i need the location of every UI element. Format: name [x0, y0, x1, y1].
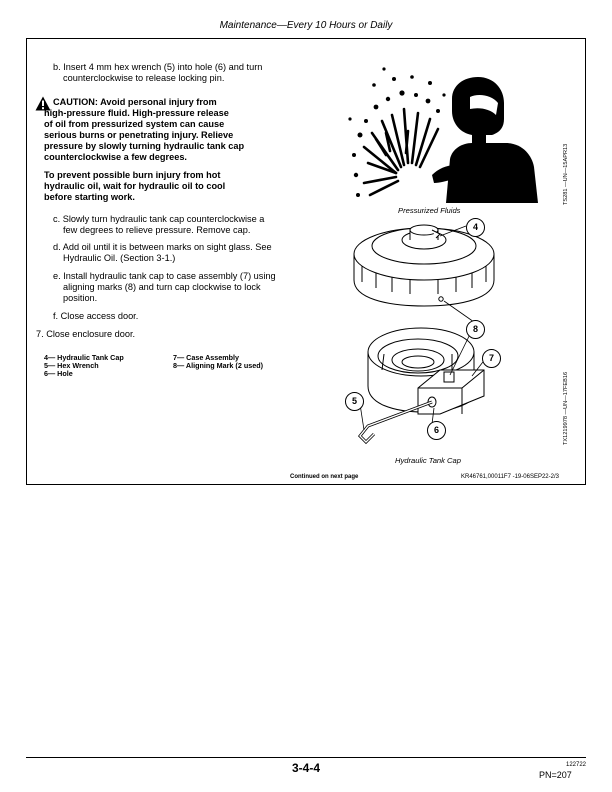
step-d-cont: Hydraulic Oil. (Section 3-1.)	[63, 253, 176, 263]
pressurized-fluids-illustration	[346, 55, 542, 203]
step-e: e. Install hydraulic tank cap to case assembly (7) using	[53, 271, 276, 281]
content-box-left	[26, 38, 27, 485]
step-c-cont: few degrees to relieve pressure. Remove cap.	[63, 225, 251, 235]
caution-burn-line-2: hydraulic oil, wait for hydraulic oil to cool	[44, 181, 226, 191]
step-b: b. Insert 4 mm hex wrench (5) into hole (6) and turn	[53, 62, 263, 72]
legend-item-8: 8— Aligning Mark (2 used)	[173, 361, 263, 370]
header-rule	[26, 38, 586, 39]
footer-small-code: 122722	[566, 762, 587, 768]
step-c: c. Slowly turn hydraulic tank cap counterclockwise a	[53, 214, 265, 224]
caution-line-5: pressure by slowly turning hydraulic tank cap	[44, 141, 245, 151]
hydraulic-tank-cap-caption: Hydraulic Tank Cap	[395, 456, 461, 465]
page-header-title: Maintenance—Every 10 Hours or Daily	[219, 20, 393, 31]
step-f: f. Close access door.	[53, 311, 139, 321]
page-number: 3-4-4	[291, 761, 320, 775]
callout-5: 5	[345, 392, 364, 411]
document-reference: KR46761,00011F7 -19-06SEP22-2/3	[461, 474, 559, 480]
legend-item-5: 5— Hex Wrench	[44, 361, 99, 370]
legend-item-6: 6— Hole	[44, 369, 73, 378]
step-b-cont: counterclockwise to release locking pin.	[63, 73, 225, 83]
callout-8: 8	[466, 320, 485, 339]
caution-line-4: serious burns or penetrating injury. Relieve	[44, 130, 234, 140]
caution-burn-line-1: To prevent possible burn injury from hot	[44, 170, 221, 180]
pressurized-fluids-figure-code: TS281 —UN—15APR13	[563, 143, 569, 205]
caution-line-2: high-pressure fluid. High-pressure release	[44, 108, 229, 118]
caution-line-1: CAUTION: Avoid personal injury from	[53, 97, 217, 107]
legend-item-7: 7— Case Assembly	[173, 353, 240, 362]
footer-pn: PN=207	[539, 770, 572, 780]
step-d: d. Add oil until it is between marks on sight glass. See	[53, 242, 272, 252]
content-box-bottom	[26, 484, 586, 485]
step-e-cont-1: aligning marks (8) and turn cap clockwise to lock	[63, 282, 261, 292]
footer-rule	[26, 757, 586, 758]
hydraulic-tank-cap-figure-code: TX1219978 —UN—17FEB16	[563, 371, 569, 445]
content-box-right	[585, 38, 586, 485]
callout-6: 6	[427, 421, 446, 440]
caution-burn-line-3: before starting work.	[44, 192, 135, 202]
step-7: 7. Close enclosure door.	[36, 329, 136, 339]
caution-line-6: counterclockwise a few degrees.	[44, 152, 187, 162]
callout-4: 4	[466, 218, 485, 237]
step-e-cont-2: position.	[63, 293, 98, 303]
legend-item-4: 4— Hydraulic Tank Cap	[44, 353, 124, 362]
caution-line-3: of oil from pressurized system can cause	[44, 119, 225, 129]
continued-note: Continued on next page	[290, 474, 359, 480]
callout-7: 7	[482, 349, 501, 368]
pressurized-fluids-caption: Pressurized Fluids	[398, 206, 461, 215]
